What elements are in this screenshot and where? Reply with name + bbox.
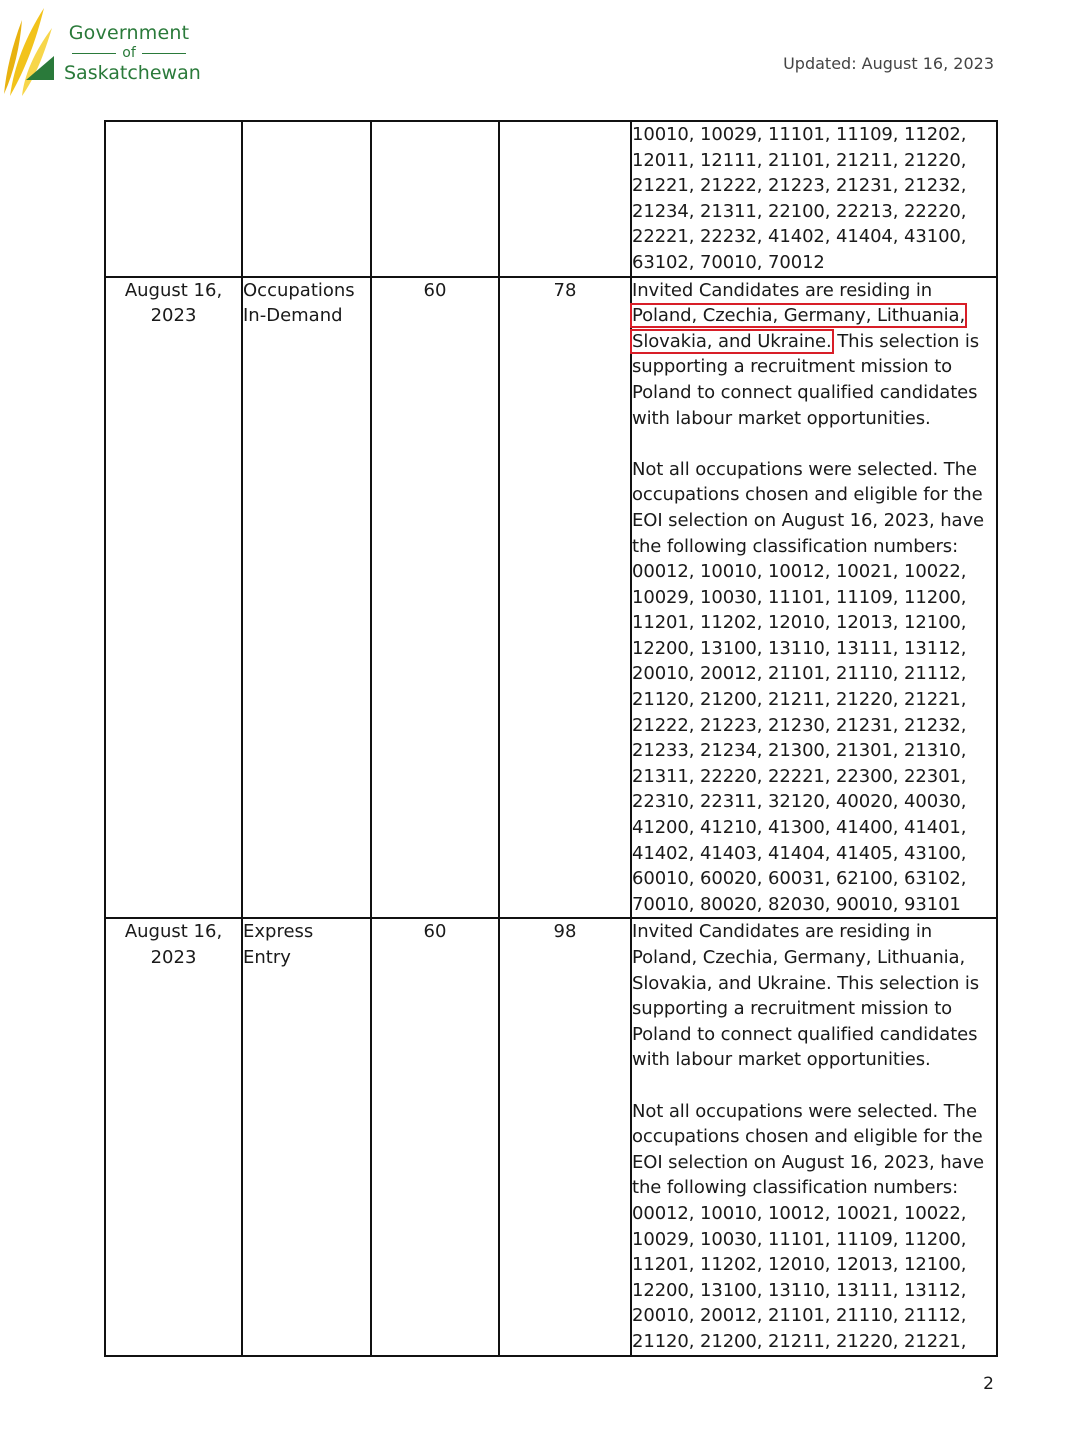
score-cell — [371, 121, 499, 277]
noc-line: 12200, 13100, 13110, 13111, 13112, — [632, 637, 967, 659]
noc-line: 41200, 41210, 41300, 41400, 41401, — [632, 817, 967, 839]
date-cell — [105, 277, 242, 919]
logo-of: of — [122, 45, 136, 61]
score-cell: 60 — [371, 918, 499, 1355]
highlighted-countries: Slovakia, and Ukraine. — [632, 330, 832, 352]
noc-line: 00012, 10010, 10012, 10021, 10022, — [632, 1202, 967, 1224]
date-line: 2023 — [150, 947, 197, 968]
date-line: August 16, — [124, 279, 223, 301]
sask-logo — [0, 6, 200, 98]
logo-rule-right — [142, 53, 186, 54]
noc-line: 21222, 21223, 21230, 21231, 21232, — [632, 714, 967, 736]
updated-date: Updated: August 16, 2023 — [783, 54, 994, 73]
category-line: In-Demand — [243, 305, 343, 327]
noc-line: 20010, 20012, 21101, 21110, 21112, — [632, 1305, 967, 1327]
noc-line: 21234, 21311, 22100, 22213, 22220, — [632, 200, 967, 222]
noc-line: 10029, 10030, 11101, 11109, 11200, — [632, 1228, 967, 1250]
noc-line: 21311, 22220, 22221, 22300, 22301, — [632, 765, 967, 787]
para-line: EOI selection on August 16, 2023, have — [632, 1151, 985, 1173]
noc-line: 22221, 22232, 41402, 41404, 43100, — [632, 226, 967, 248]
para-line: the following classification numbers: — [632, 535, 959, 557]
invited-cell — [499, 121, 631, 277]
para-line: the following classification numbers: — [632, 1177, 959, 1199]
date-cell — [105, 121, 242, 277]
noc-line: 00012, 10010, 10012, 10021, 10022, — [632, 561, 967, 583]
table-row — [105, 918, 997, 1355]
noc-line: 60010, 60020, 60031, 62100, 63102, — [632, 868, 967, 890]
intro-line: with labour market opportunities. — [632, 407, 931, 429]
para-line: occupations chosen and eligible for the — [632, 1126, 983, 1148]
intro-line: Poland, Czechia, Germany, Lithuania, — [632, 947, 966, 968]
para-line: EOI selection on August 16, 2023, have — [632, 509, 985, 531]
intro-line: Slovakia, and Ukraine. This selection is — [632, 972, 980, 994]
date-line: 2023 — [150, 305, 197, 327]
noc-line: 11201, 11202, 12010, 12013, 12100, — [632, 1254, 967, 1276]
intro-line: Poland to connect qualified candidates — [632, 1023, 978, 1045]
intro-line: supporting a recruitment mission to — [632, 356, 953, 378]
noc-line: 63102, 70010, 70012 — [632, 251, 825, 273]
description-cell — [631, 918, 997, 1355]
date-cell — [105, 918, 242, 1355]
logo-rule-left — [72, 53, 116, 54]
noc-line: 11201, 11202, 12010, 12013, 12100, — [632, 612, 967, 634]
intro-line: Invited Candidates are residing in — [632, 279, 933, 301]
noc-line: 10010, 10029, 11101, 11109, 11202, — [632, 124, 967, 145]
table-row — [105, 121, 997, 277]
category-line: Express — [243, 921, 314, 943]
table-row — [105, 277, 997, 919]
noc-line: 12200, 13100, 13110, 13111, 13112, — [632, 1279, 967, 1301]
noc-line: 22310, 22311, 32120, 40020, 40030, — [632, 791, 967, 813]
noc-line: 21221, 21222, 21223, 21231, 21232, — [632, 175, 967, 197]
eoi-selection-table — [104, 120, 998, 1357]
category-cell — [242, 277, 371, 919]
intro-line: Poland to connect qualified candidates — [632, 381, 978, 403]
para-line: Not all occupations were selected. The — [632, 1100, 977, 1122]
category-line: Entry — [243, 947, 291, 968]
intro-line: supporting a recruitment mission to — [632, 998, 953, 1020]
logo-government: Government — [68, 22, 190, 44]
score-cell: 60 — [371, 277, 499, 919]
date-line: August 16, — [124, 921, 223, 943]
noc-line: 21120, 21200, 21211, 21220, 21221, — [632, 1330, 967, 1352]
noc-line: 70010, 80020, 82030, 90010, 93101 — [632, 893, 961, 915]
category-cell — [242, 121, 371, 277]
noc-line: 12011, 12111, 21101, 21211, 21220, — [632, 149, 967, 171]
intro-line: This selection is — [831, 330, 980, 352]
invited-cell: 98 — [499, 918, 631, 1355]
description-cell — [631, 277, 997, 919]
invited-cell: 78 — [499, 277, 631, 919]
description-cell — [631, 121, 997, 277]
wheat-logo-icon — [0, 6, 64, 98]
highlighted-countries: Poland, Czechia, Germany, Lithuania, — [632, 305, 966, 327]
noc-line: 10029, 10030, 11101, 11109, 11200, — [632, 586, 967, 608]
intro-line: with labour market opportunities. — [632, 1049, 931, 1071]
noc-line: 20010, 20012, 21101, 21110, 21112, — [632, 663, 967, 685]
category-cell — [242, 918, 371, 1355]
para-line: Not all occupations were selected. The — [632, 458, 977, 480]
intro-line: Invited Candidates are residing in — [632, 921, 933, 943]
noc-line: 41402, 41403, 41404, 41405, 43100, — [632, 842, 967, 864]
logo-saskatchewan: Saskatchewan — [64, 62, 201, 84]
para-line: occupations chosen and eligible for the — [632, 484, 983, 506]
page-number: 2 — [983, 1374, 994, 1394]
noc-line: 21233, 21234, 21300, 21301, 21310, — [632, 740, 967, 762]
category-line: Occupations — [243, 279, 355, 301]
noc-line: 21120, 21200, 21211, 21220, 21221, — [632, 689, 967, 711]
